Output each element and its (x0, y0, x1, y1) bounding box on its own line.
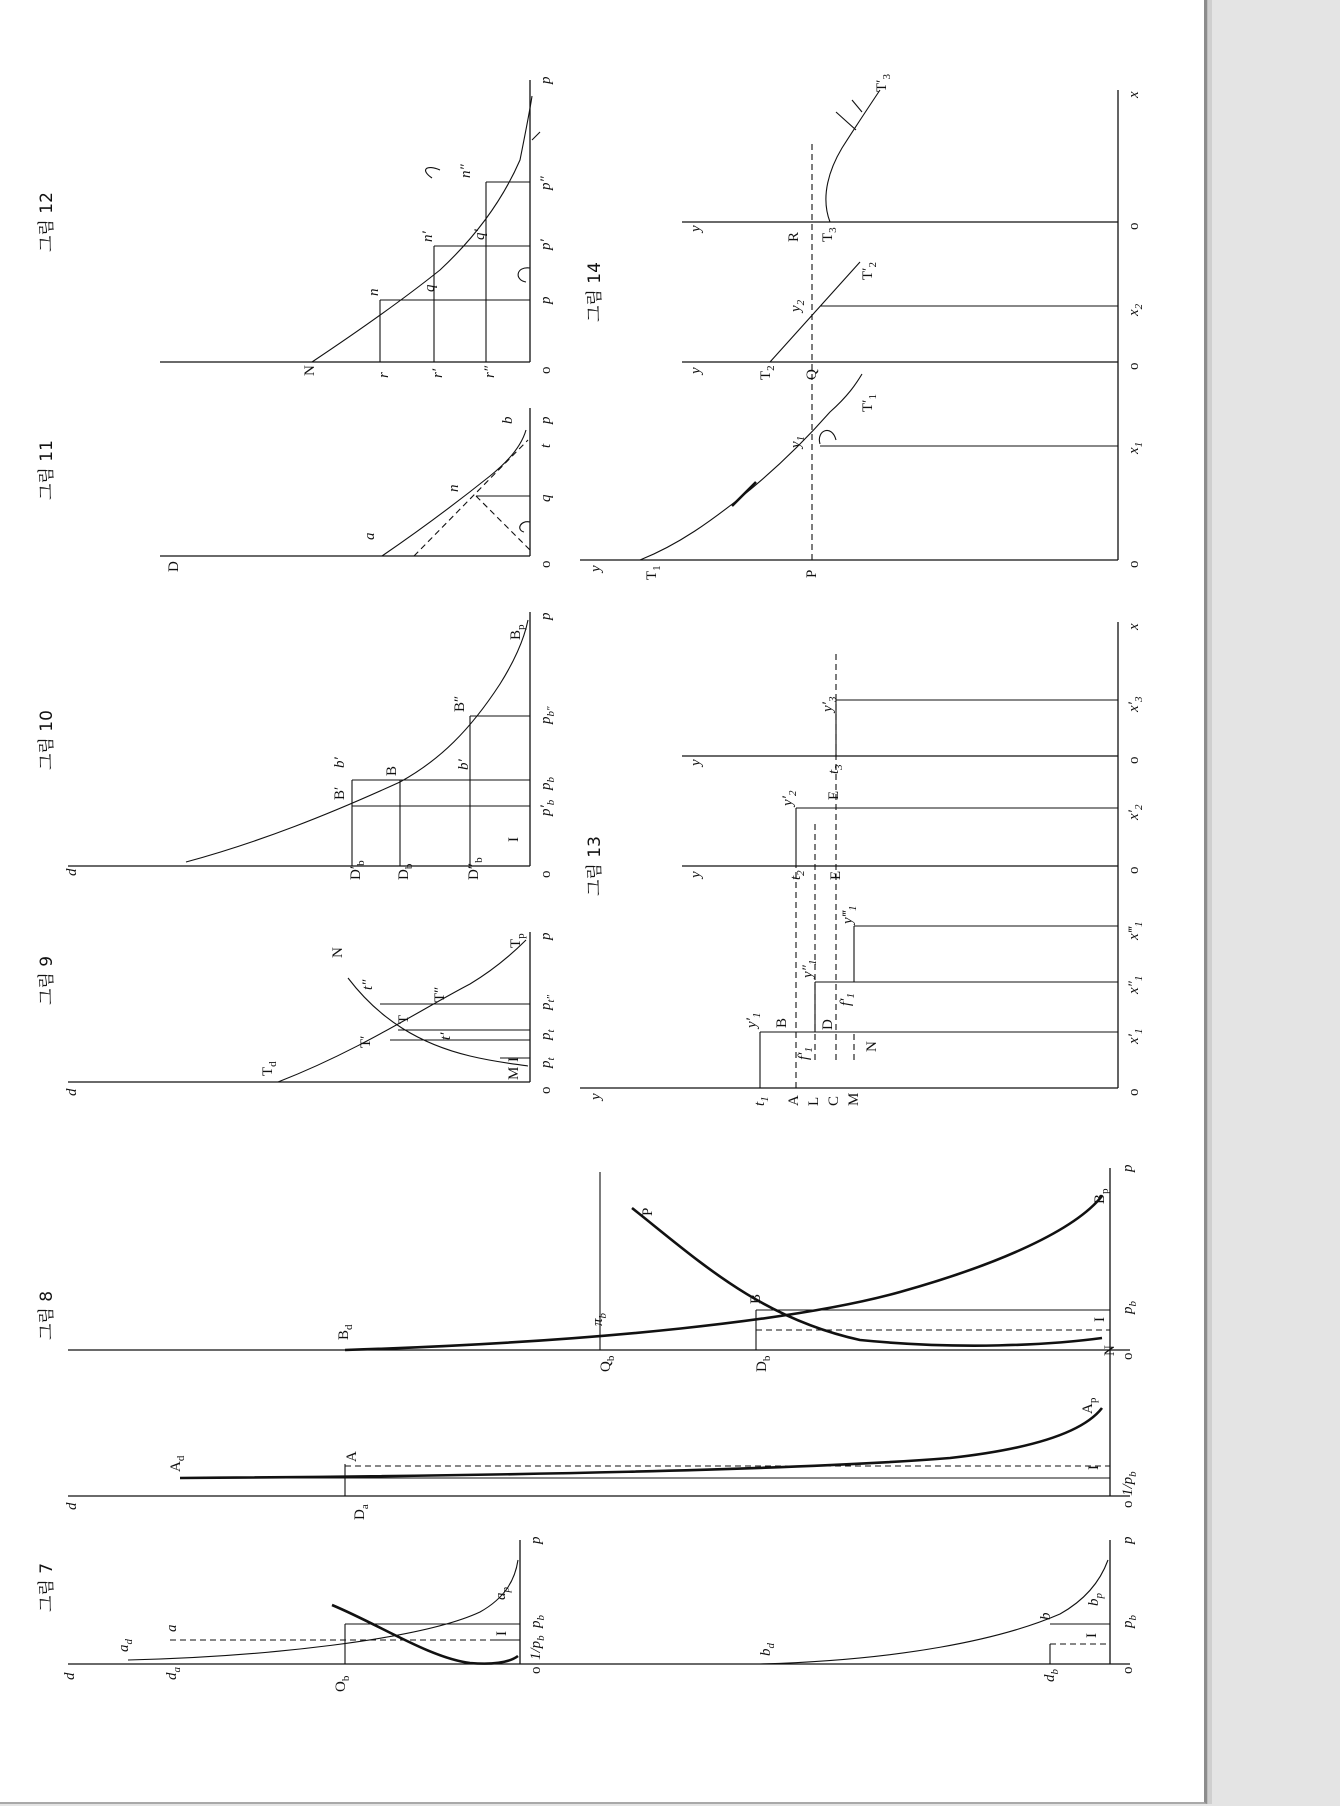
fig14-label-Q: Q (804, 369, 820, 380)
fig7-label-da: $d_a$ (164, 1667, 183, 1680)
fig11-label-a: a (362, 532, 378, 540)
fig8-label-I: I (1086, 1465, 1102, 1470)
fig11-label-p: p (538, 416, 554, 424)
fig12-tick (532, 132, 540, 140)
fig9-label-M: M (506, 1066, 522, 1080)
fig7-label-bp: $b_p$ (1086, 1593, 1105, 1606)
fig7-label-o: o (528, 1666, 544, 1674)
fig8-title: 그림 8 (37, 1290, 57, 1340)
fig7-label-pb2: $p_b$ (1120, 1615, 1139, 1628)
fig7-label-I2: I (1084, 1633, 1100, 1638)
fig11-label-D: D (166, 561, 182, 572)
fig13-label-x33: $x'_3$ (1126, 696, 1145, 712)
fig10-label-B: B (384, 765, 400, 776)
fig7-label-ad: $a_d$ (116, 1639, 135, 1652)
fig13-label-x: x (1126, 623, 1142, 630)
fig10-label-Bp: $B_p$ (508, 624, 527, 640)
fig8-label-d: d (64, 1502, 80, 1510)
fig14-label-x1: $x_1$ (1126, 441, 1145, 454)
fig14-label-T3p: $T'_3$ (874, 74, 893, 92)
fig13-label-x2: $x''_1$ (1126, 975, 1145, 994)
fig8-label-Qb: $Q_b$ (598, 1355, 617, 1372)
fig14-label-T1p: $T'_1$ (860, 394, 879, 412)
fig9 (64, 932, 557, 1096)
fig10-label-B1: B′ (332, 786, 348, 800)
fig10-label-D1b: $D'_b$ (348, 860, 367, 880)
fig13-label-yb: y (688, 871, 704, 878)
fig7-label-d: d (62, 1672, 78, 1680)
fig14-label-x2: $x_2$ (1126, 303, 1145, 316)
fig10-label-pb2: $p_{b''}$ (538, 706, 557, 724)
fig13-label-E: E (828, 870, 844, 880)
fig13-label-x22: $x'_2$ (1126, 804, 1145, 820)
fig8-label-Da: $D_a$ (352, 1504, 371, 1520)
fig13-label-N: N (864, 1041, 880, 1052)
fig14-label-y2: $y_2$ (788, 299, 807, 312)
fig14-line-T2 (770, 262, 860, 362)
fig13-label-B: B (774, 1017, 790, 1028)
fig10-label-I: I (506, 837, 522, 842)
fig14 (580, 74, 1145, 580)
fig14-loop (819, 430, 836, 444)
fig12-loop-2 (426, 168, 440, 178)
fig10-title: 그림 10 (37, 710, 57, 770)
fig9-label-o: o (538, 1086, 554, 1094)
fig13-label-M: M (846, 1092, 862, 1106)
fig12-label-p: p (538, 296, 554, 304)
fig10-label-d: d (64, 868, 80, 876)
fig13-label-A: A (786, 1095, 802, 1106)
fig7-label-p2: p (1120, 1536, 1136, 1544)
fig10 (64, 612, 557, 880)
fig12-label-n: n (366, 288, 382, 296)
fig7-label-b: b (1038, 1612, 1054, 1620)
fig10-curve-B (186, 620, 528, 862)
fig7-curve-ap (128, 1560, 518, 1660)
fig13-label-C: C (826, 1095, 842, 1106)
fig14-label-T2p: $T'_2$ (860, 262, 879, 280)
fig12-label-pax: p (538, 76, 554, 84)
fig14-label-T3: $T_3$ (820, 227, 839, 242)
fig8-label-A: A (344, 1451, 360, 1462)
fig11 (160, 408, 554, 572)
fig7 (62, 1536, 1139, 1692)
fig7-label-bd: $b_d$ (758, 1643, 777, 1656)
fig8-curve-A (180, 1408, 1102, 1478)
fig13-label-x1: $x'_1$ (1126, 1028, 1145, 1044)
fig9-label-d: d (64, 1088, 80, 1096)
fig13-label-f1b: $f'_1$ (838, 993, 857, 1006)
fig14-title: 그림 14 (585, 262, 605, 322)
fig9-label-T2: T″ (432, 986, 448, 1002)
fig13-label-o3: o (1126, 756, 1142, 764)
fig11-curve (382, 430, 526, 556)
fig13-label-t1: $t_1$ (752, 1096, 771, 1106)
fig10-label-p1b: $p'_b$ (538, 799, 557, 816)
fig7-label-I: I (494, 1631, 510, 1636)
page-edge (1208, 0, 1212, 1804)
fig14-curve-T1-bold (732, 482, 756, 506)
fig14-label-o3: o (1126, 222, 1142, 230)
fig9-label-p: p (538, 932, 554, 940)
fig12-loop-1 (518, 268, 530, 282)
fig12-label-n2: n″ (458, 164, 474, 178)
fig10-label-p: p (538, 612, 554, 620)
fig9-label-T1: T′ (358, 1035, 374, 1048)
fig8-label-pb: $p_b$ (1120, 1301, 1139, 1314)
fig9-label-Tp: $T_p$ (508, 933, 527, 948)
fig7-label-invpb: $1/p_b$ (528, 1635, 547, 1660)
fig11-label-n: n (446, 484, 462, 492)
fig8-label-Ap: $A_p$ (1080, 1397, 1099, 1414)
fig13 (580, 622, 1145, 1106)
fig13-label-y2: $y'_2$ (780, 790, 799, 806)
fig12-label-r2: r″ (482, 365, 498, 378)
fig14-label-T1: $T_1$ (644, 565, 663, 580)
fig10-label-pb: $p_b$ (538, 777, 557, 790)
fig9-label-N: N (330, 947, 346, 958)
fig13-label-yc: y (688, 759, 704, 766)
fig9-title: 그림 9 (37, 955, 57, 1005)
fig12-label-N: N (302, 365, 318, 376)
fig14-label-y1: $y_1$ (788, 435, 807, 448)
fig9-label-t1: t′ (438, 1032, 454, 1040)
fig7-label-pb: $p_b$ (528, 1615, 547, 1628)
fig7-curve-bp (760, 1560, 1108, 1664)
fig13-title: 그림 13 (585, 836, 605, 896)
fig12-title: 그림 12 (37, 192, 57, 252)
fig14-tick-1 (836, 112, 856, 130)
fig9-label-pt2: $p_{t''}$ (538, 994, 557, 1010)
fig10-label-b1b: b′ (456, 759, 472, 770)
fig12-label-r: r (376, 372, 392, 378)
fig14-tick-2 (852, 100, 862, 112)
fig13-label-E2: E (826, 790, 842, 800)
fig12-label-o: o (538, 366, 554, 374)
fig7-curve-bold (332, 1605, 518, 1664)
fig13-label-y33: $y'_3$ (820, 696, 839, 712)
fig14-label-y: y (588, 565, 604, 572)
fig8-label-Ad: $A_d$ (168, 1455, 187, 1472)
fig8-label-N: N (1102, 1345, 1118, 1356)
fig9-label-I: I (506, 1057, 522, 1062)
fig14-label-yb: y (688, 367, 704, 374)
fig13-label-D: D (820, 1019, 836, 1030)
fig14-label-yc: y (688, 225, 704, 232)
fig13-label-L: L (806, 1096, 822, 1106)
fig12-label-r1: r′ (430, 368, 446, 378)
fig9-label-pt: $p_t$ (538, 1029, 557, 1040)
fig7-label-o2: o (1120, 1666, 1136, 1674)
fig8-label-o2: o (1120, 1352, 1136, 1360)
fig12-label-q1: q′ (472, 229, 488, 240)
fig13-label-f1: $f'_1$ (796, 1047, 815, 1060)
fig13-label-x3: $x‴_1$ (1126, 921, 1145, 940)
fig7-label-p: p (528, 1536, 544, 1544)
fig10-label-b1: b′ (332, 757, 348, 768)
fig13-label-o: o (1126, 1088, 1142, 1096)
fig9-curve-T (278, 940, 526, 1082)
fig8-label-Db: $D_b$ (754, 1355, 773, 1372)
fig13-label-y: y (588, 1093, 604, 1100)
fig8-label-p: p (1120, 1164, 1136, 1172)
fig9-label-T: T (396, 1014, 412, 1024)
fig9-label-Td: $T_d$ (260, 1061, 279, 1076)
fig11-label-o: o (538, 560, 554, 568)
fig7-label-Ob: $O_b$ (333, 1675, 352, 1692)
fig13-label-y3: $y‴_1$ (840, 905, 859, 924)
fig10-label-o: o (538, 870, 554, 878)
fig8-label-I2: I (1092, 1317, 1108, 1322)
fig12-label-q: q (422, 284, 438, 292)
fig7-label-a: a (164, 1624, 180, 1632)
fig14-label-o2: o (1126, 362, 1142, 370)
fig8-label-B: B (748, 1293, 764, 1304)
fig10-label-B2: B″ (452, 695, 468, 712)
fig8-label-Bd: $B_d$ (336, 1324, 355, 1340)
fig8-label-invpb: $1/p_b$ (1120, 1471, 1139, 1496)
fig11-label-t: t (538, 443, 554, 448)
fig8 (64, 1164, 1139, 1520)
fig8-curve-B (345, 1196, 1102, 1350)
fig11-dashed-tangent (414, 440, 528, 556)
fig12-label-n1: n′ (420, 231, 436, 242)
fig14-label-T2: $T_2$ (758, 365, 777, 380)
fig9-label-pt0: $p_t$ (538, 1057, 557, 1068)
fig11-loop (520, 522, 530, 532)
fig8-label-o: o (1120, 1500, 1136, 1508)
fig11-label-b: b (500, 416, 516, 424)
fig9-label-t2: t″ (360, 979, 376, 990)
fig13-label-y2dd: $y''_1$ (800, 959, 819, 978)
fig14-label-o: o (1126, 560, 1142, 568)
fig13-label-t2: $t_2$ (788, 870, 807, 880)
fig12-label-p1: p′ (538, 239, 554, 250)
fig10-label-D2b: $D''_b$ (466, 857, 485, 880)
fig7-label-ap: $a_p$ (493, 1587, 512, 1600)
fig13-label-t3: $t_3$ (826, 764, 845, 774)
fig8-label-pib: $\pi_b$ (590, 1312, 609, 1326)
fig14-label-P: P (804, 569, 820, 578)
fig14-curve-T3 (826, 90, 880, 222)
fig13-label-o2: o (1126, 866, 1142, 874)
fig13-label-y1: $y'_1$ (744, 1012, 763, 1028)
fig12 (160, 76, 554, 378)
fig12-label-p2: p″ (538, 176, 554, 190)
fig14-label-R: R (786, 231, 802, 242)
fig10-label-Db: $D_b$ (396, 863, 415, 880)
fig11-title: 그림 11 (37, 440, 57, 500)
fig7-label-db: $d_b$ (1042, 1669, 1061, 1682)
fig14-curve-T1 (640, 374, 862, 560)
fig7-title: 그림 7 (37, 1562, 57, 1612)
fig8-label-P: P (640, 1207, 656, 1216)
fig11-label-q: q (538, 494, 554, 502)
fig12-curve (312, 96, 532, 362)
fig14-label-x: x (1126, 91, 1142, 98)
fig8-label-Bp: $B_p$ (1092, 1188, 1111, 1204)
